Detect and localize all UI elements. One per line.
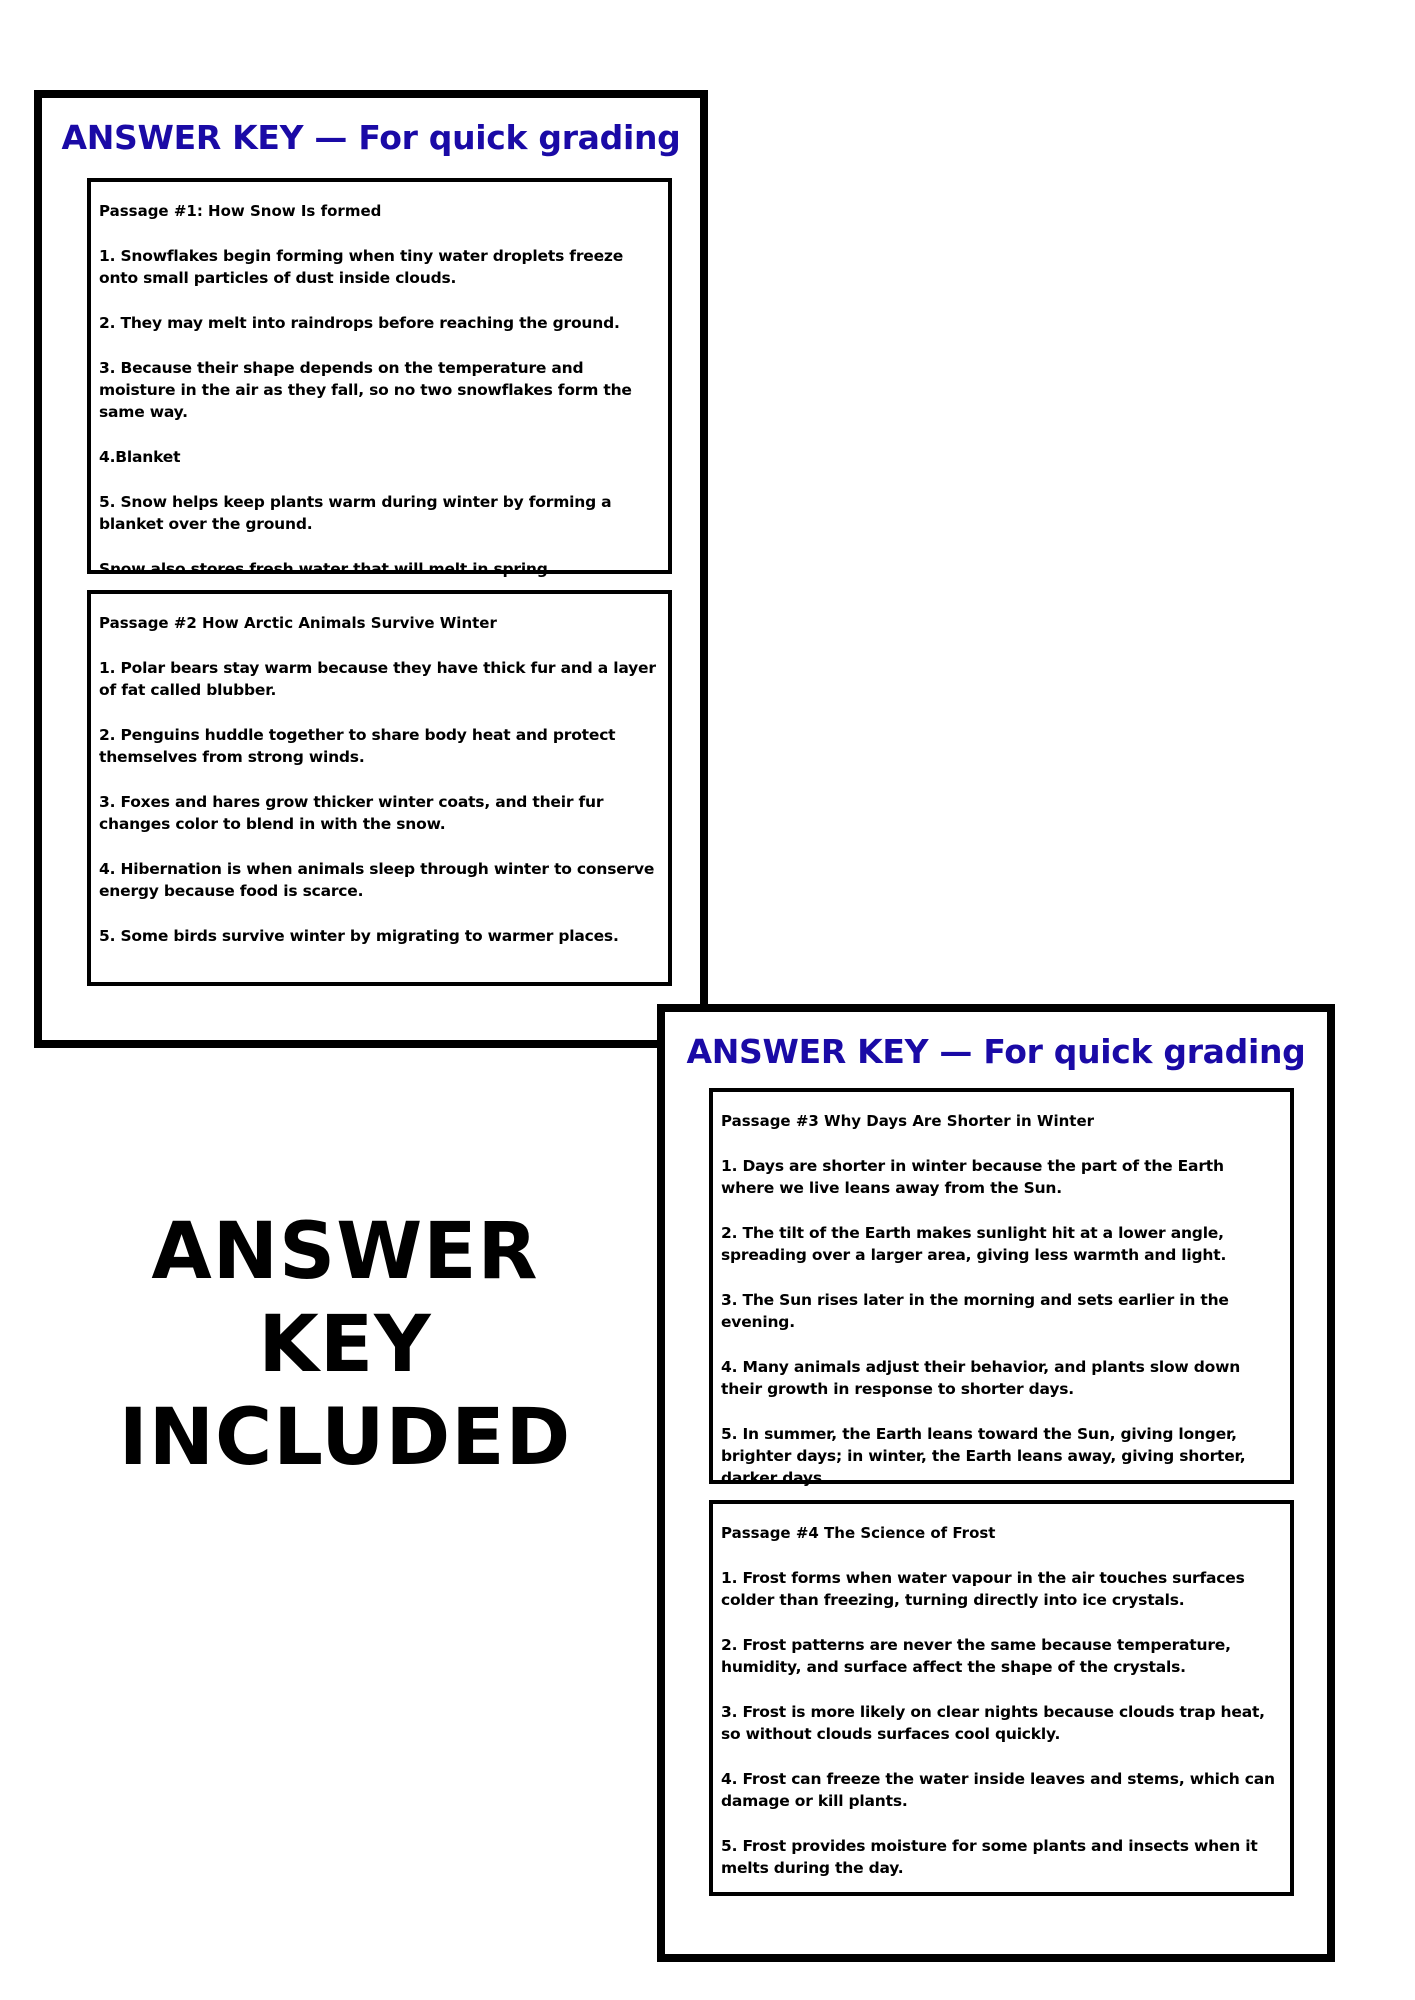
- passage-box-4: [709, 1500, 1294, 1896]
- answer-item: 3. Foxes and hares grow thicker winter coats, and their fur changes color to blend in with the snow.: [99, 793, 604, 833]
- answer-item: 5. In summer, the Earth leans toward the Sun, giving longer, brighter days; in winter, the Earth leans away, giving shorter, darker days.: [721, 1425, 1246, 1487]
- answer-item: 4. Many animals adjust their behavior, and plants slow down their growth in response to shorter days.: [721, 1358, 1241, 1398]
- answer-item: 5. Some birds survive winter by migrating to warmer places.: [99, 927, 619, 945]
- answer-item: 5. Frost provides moisture for some plants and insects when it melts during the day.: [721, 1837, 1258, 1877]
- answer-item: 5. Snow helps keep plants warm during winter by forming a blanket over the ground.: [99, 493, 612, 533]
- answer-item: 3. The Sun rises later in the morning and sets earlier in the evening.: [721, 1291, 1229, 1331]
- answer-item: 2. Penguins huddle together to share body heat and protect themselves from strong winds.: [99, 726, 616, 766]
- answer-item: 1. Snowflakes begin forming when tiny water droplets freeze onto small particles of dust inside clouds.: [99, 247, 624, 287]
- passage-heading: Passage #4 The Science of Frost: [721, 1524, 996, 1542]
- answer-item: 1. Polar bears stay warm because they have thick fur and a layer of fat called blubber.: [99, 659, 656, 699]
- passage-heading: Passage #2 How Arctic Animals Survive Winter: [99, 614, 497, 632]
- sheet-title: ANSWER KEY — For quick grading: [686, 1032, 1306, 1071]
- passage-box-2: [87, 590, 672, 986]
- passage-heading: Passage #1: How Snow Is formed: [99, 202, 382, 220]
- answer-item: 2. They may melt into raindrops before reaching the ground.: [99, 314, 620, 332]
- answer-key-sheet-1: [34, 90, 708, 1048]
- big-label-line: INCLUDED: [118, 1393, 572, 1483]
- sheet-title: ANSWER KEY — For quick grading: [61, 118, 681, 157]
- answer-item: 2. Frost patterns are never the same because temperature, humidity, and surface affect the shape of the crystals.: [721, 1636, 1231, 1676]
- answer-item: Snow also stores fresh water that will melt in spring.: [99, 560, 554, 578]
- answer-item: 4. Hibernation is when animals sleep through winter to conserve energy because food is scarce.: [99, 860, 655, 900]
- answer-item: 2. The tilt of the Earth makes sunlight hit at a lower angle, spreading over a larger area, giving less warmth and light.: [721, 1224, 1227, 1264]
- big-label-line: ANSWER: [151, 1207, 539, 1297]
- answer-key-included-label: [70, 1206, 620, 1485]
- answer-item: 4. Frost can freeze the water inside leaves and stems, which can damage or kill plants.: [721, 1770, 1275, 1810]
- answer-key-sheet-2: [657, 1004, 1335, 1962]
- passage-box-1: [87, 178, 672, 578]
- passage-box-3: [709, 1088, 1294, 1487]
- big-label-line: KEY: [258, 1300, 432, 1390]
- answer-item: 1. Frost forms when water vapour in the air touches surfaces colder than freezing, turning directly into ice crystals.: [721, 1569, 1245, 1609]
- answer-item: 4.Blanket: [99, 448, 181, 466]
- answer-item: 3. Because their shape depends on the temperature and moisture in the air as they fall, so no two snowflakes form the same way.: [99, 359, 632, 421]
- answer-item: 1. Days are shorter in winter because the part of the Earth where we live leans away from the Sun.: [721, 1157, 1224, 1197]
- passage-heading: Passage #3 Why Days Are Shorter in Winter: [721, 1112, 1095, 1130]
- answer-item: 3. Frost is more likely on clear nights because clouds trap heat, so without clouds surfaces cool quickly.: [721, 1703, 1265, 1743]
